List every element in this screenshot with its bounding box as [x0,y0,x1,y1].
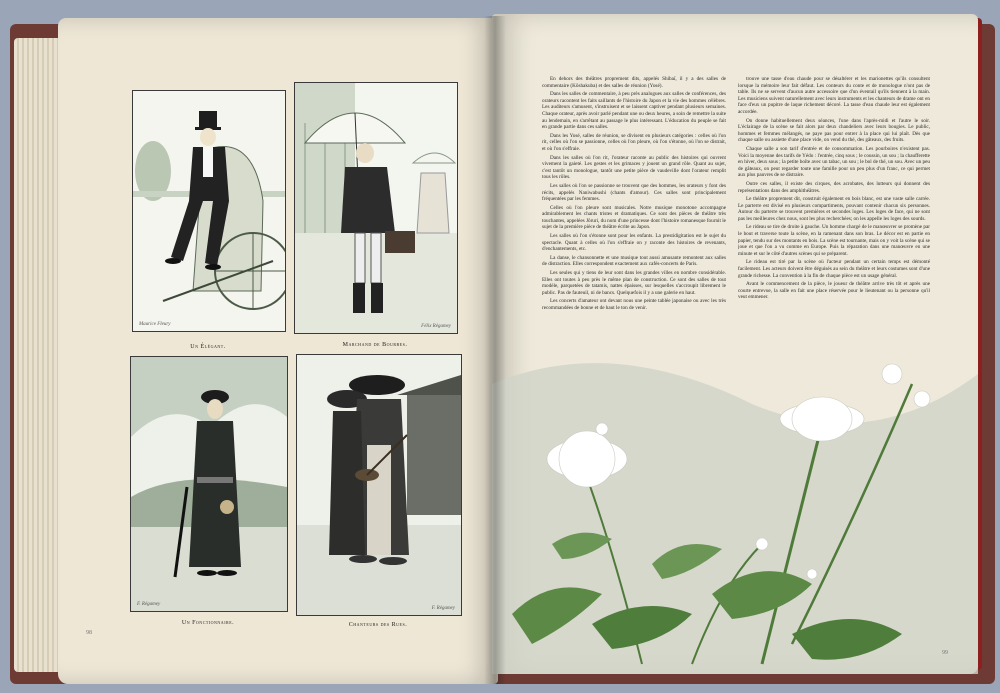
caption-street-singers: Chanteurs des Rues. [348,622,408,628]
signature: F. Régamey [431,606,455,611]
illustration-merchant-drawing [295,83,457,333]
caption-official: Un Fonctionnaire. [181,620,235,626]
caption-merchant: Marchand de Bourbes. [342,342,408,348]
page-number-right: 99 [942,650,948,656]
illustration-elegant-drawing [133,91,285,331]
text-column-right: trouve une tasse d'eau chaude pour se désaltérer et les marionettes qu'ils consultent lorsque la mémoire leur fait défaut. Les conteurs du conte et de monologue n'ont pas de table. Ils ne se servent d'aucun autre accessoire que d'un éventail qu'ils tiennent à la main. Les musiciens suivent naturellement avec leurs instruments et les chanteurs de drame ont en face d'eux un pupitre de laque richement décoré. La tasse d'eau chaude leur est également accordée. On donne habituellement deux séances, l'une dans l'après-midi et l'autre le soir. L'éclairage de la scène se fait alors par deux chandeliers avec leurs bougies. Le public, hommes et femmes mélangés, ne paye pas pour entrer à la place qui lui plaît. Dès que chaque salle ou assiette d'une place vide, on vend du thé, des gâteaux, des fruits. Chaque salle a son tarif d'entrée et de consommation. Les pourboires n'existent pas. Voici la moyenne des tarifs de Yédo : l'entrée, cinq sous ; le coussin, un sou ; la chaufferette en hiver, deux sous ; la petite boîte avec un tabac, un sou ; le bol de thé, un sou. Avec un peu de gâteaux, on peut regarder toute une famille pour un peu plus d'un franc, ce qui permet aux plus pauvres de se distraire. Outre ces salles, il existe des cirques, des acrobates, des lutteurs qui donnent des représentations dans des amphithéâtres. Le théâtre proprement dit, construit également en bois blanc, est une vaste salle carrée. Le parterre est divisé en plusieurs compartiments, pouvant contenir chacun six personnes. Autour du parterre se trouvent premières et secondes loges. Les loges de face, qui ne sont pas les meilleures chez nous, sont les plus recherchées; on les appelle les loges des sourds. Le rideau se tire de droite à gauche. Un homme chargé de le manœuvrer se promène par le bout et traverse toute la scène, en la ramenant dans son bras. Le décor est en partie en papier, tendu sur des montants en bois. La scène est tournante, mais on y voit la scène qui se joue et que l'on a vu comme en Europe. Puis la réparation dans une manœuvre en une minute et sur le côté d'autres scènes qui se préparent. Le rideau est tiré par la scène où l'acteur pendant un certain temps est démonté facilement. Les acteurs doivent être déguisés au sein du théâtre et leurs costumes sont d'une grande richesse. La convention à la fin de chaque pièce est un usage général. Avant le commencement de la pièce, le joueur de théâtre arrive très tôt et après une courte entrevue, la salle en fait une place réservée pour le lieutenant ou la personne qu'il veut emmener. [738,76,930,301]
illustration-official-drawing [131,357,287,611]
page-number-left: 98 [86,630,92,636]
right-page [492,14,978,674]
illustration-elegant [132,90,286,332]
signature: F. Régamey [137,602,161,607]
left-page [58,18,498,684]
signature: Maurice Fleury [139,322,171,327]
book-spine [484,16,506,684]
chrysanthemum-illustration [492,344,978,674]
illustration-street-singers-drawing [297,355,461,615]
text-column-left: En dehors des théâtres proprement dits, appelés Shibaï, il y a des salles de commentaire (Kôshakuba) et des salles de réunion (Yosé). Dans les salles de commentaire, à peu près analogues aux salles de conférences, des orateurs racontent les faits saillants de l'histoire du Japon et la vie des hommes célèbres. Les auditeurs s'amusent, s'instruisent et se laissent captiver pendant plusieurs semaines. Chaque orateur, après avoir parlé pendant une ou deux heures, a soin de remettre la suite au lendemain, en s'arrêtant au passage le plus intéressant. L'éducation du peuple se fait en grande partie dans ces salles. Dans les Yosé, salles de réunion, se divisent en plusieurs catégories : celles où l'on rit, celles où l'on se passionne, celles où l'on pleure, où l'on s'étonne, où l'on se distrait, et où l'on s'effraie. Dans les salles où l'on rit, l'orateur raconte au public des histoires qui ouvrent vivement la gaieté. Les gestes et les grimaces y jouent un grand rôle. Quant au sujet, c'est tantôt un monologue, tantôt une petite pièce de vaudeville dont l'orateur remplit tous les rôles. Les salles où l'on se passionne se trouvent que des hommes, les orateurs y font des récits, appelés Naniwabushi (chants d'amour). Ces salles sont principalement fréquentées par les femmes. Celles où l'on pleure sont musicales. Notre musique monotone accompagne admirablement les chants tristes et dramatiques. Ce sont des pièces de théâtre très touchantes, appelées Jôruri, du nom d'une princesse dont l'histoire romanesque fournit le sujet de la première pièce de théâtre écrite au Japon. Les salles où l'on s'étonne sont pour les enfants. La prestidigitation est le sujet du spectacle. Quant à celles où l'on s'effraie on y raconte des histoires de revenants, d'enchantements, etc. La danse, le chansonnette et une musique tout aussi amusante remontent aux salles de distraction. Elles correspondent exactement aux cafés-concerts de Paris. Les seules qui y tiens de leur sont dans les grandes villes en nombre considérable. Elles ont toutes à peu près le même plan de construction. Ce sont des salles de tout modèle, parquetées de tatamis, nattes épaisses, sur lesquelles s'accroupit librement le public. Pas de fauteuil, ni de bancs. Quelquefois il y a une galerie en haut. Les concerts d'amateur ont devant nous une peinte tablée japonaise ou avec les très recommandées de bonne et de haut le ton de venir. [542,76,726,311]
caption-elegant: Un Élégant. [190,344,226,350]
illustration-official [130,356,288,612]
illustration-merchant [294,82,458,334]
illustration-street-singers [296,354,462,616]
signature: Félix Régamey [421,324,451,329]
